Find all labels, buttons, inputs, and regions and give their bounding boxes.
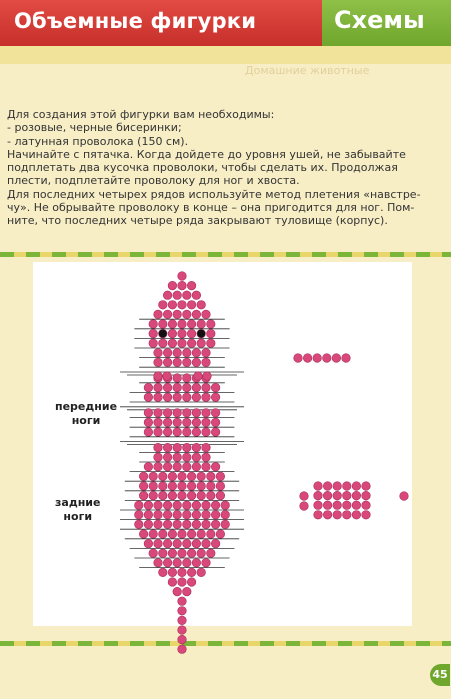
bead xyxy=(313,354,322,363)
bead xyxy=(163,358,172,367)
bead xyxy=(187,320,196,329)
bead xyxy=(144,383,153,392)
bead xyxy=(202,559,211,568)
bead xyxy=(183,383,192,392)
bead xyxy=(183,463,192,472)
bead xyxy=(168,578,177,587)
bead xyxy=(144,501,153,510)
bead xyxy=(163,372,172,381)
bead xyxy=(154,520,163,529)
bead xyxy=(163,453,172,462)
bead xyxy=(159,482,168,491)
bead xyxy=(144,428,153,437)
bead xyxy=(343,491,352,500)
bead xyxy=(178,568,187,577)
bead xyxy=(163,463,172,472)
bead xyxy=(173,443,182,452)
bead xyxy=(202,358,211,367)
bead xyxy=(202,520,211,529)
bead xyxy=(173,587,182,596)
intro-line: - розовые, черные бисеринки; xyxy=(7,121,182,135)
bead xyxy=(144,463,153,472)
intro-line: подплетать два кусочка проволоки, чтобы сделать их. Продолжая xyxy=(7,161,398,175)
bead xyxy=(173,453,182,462)
bead xyxy=(154,383,163,392)
bead xyxy=(183,358,192,367)
bead xyxy=(183,418,192,427)
bead xyxy=(202,383,211,392)
bead xyxy=(197,491,206,500)
bead xyxy=(154,409,163,418)
bead xyxy=(178,530,187,539)
bead xyxy=(159,549,168,558)
bead xyxy=(211,511,220,520)
bead xyxy=(178,549,187,558)
bead xyxy=(154,372,163,381)
bead xyxy=(168,568,177,577)
page-number: 45 xyxy=(430,664,450,686)
bead xyxy=(207,549,216,558)
bead xyxy=(173,520,182,529)
bead xyxy=(149,339,158,348)
bead xyxy=(144,409,153,418)
bead xyxy=(163,501,172,510)
bead xyxy=(343,501,352,510)
bead xyxy=(178,472,187,481)
bead xyxy=(314,501,323,510)
bead xyxy=(173,393,182,402)
bead xyxy=(202,409,211,418)
bead xyxy=(139,482,148,491)
bead xyxy=(154,453,163,462)
bead xyxy=(211,418,220,427)
bead xyxy=(192,501,201,510)
bead xyxy=(178,482,187,491)
bead xyxy=(168,549,177,558)
bead xyxy=(197,482,206,491)
bead xyxy=(352,501,361,510)
bead xyxy=(183,374,192,383)
bead xyxy=(211,409,220,418)
bead xyxy=(187,339,196,348)
bead xyxy=(163,291,172,300)
bead xyxy=(187,472,196,481)
bead xyxy=(187,549,196,558)
bead xyxy=(192,559,201,568)
bead xyxy=(183,310,192,319)
bead xyxy=(144,418,153,427)
bead xyxy=(163,520,172,529)
bead xyxy=(192,520,201,529)
bead xyxy=(187,568,196,577)
intro-line: Начинайте с пятачка. Когда дойдете до уровня ушей, не забывайте xyxy=(7,147,406,161)
bead xyxy=(202,443,211,452)
bead xyxy=(183,428,192,437)
bead xyxy=(314,511,323,520)
bead xyxy=(173,409,182,418)
bead xyxy=(192,511,201,520)
bead xyxy=(183,443,192,452)
bead xyxy=(135,501,144,510)
bead xyxy=(163,393,172,402)
bead xyxy=(159,472,168,481)
bead xyxy=(168,491,177,500)
bead xyxy=(194,372,203,381)
bead xyxy=(187,482,196,491)
bead xyxy=(314,482,323,491)
bead xyxy=(139,530,148,539)
bead xyxy=(183,501,192,510)
bead xyxy=(362,482,371,491)
bead xyxy=(202,501,211,510)
bead xyxy=(149,329,158,338)
bead xyxy=(168,530,177,539)
bead xyxy=(216,472,225,481)
bead xyxy=(352,482,361,491)
bead xyxy=(192,349,201,358)
bead xyxy=(197,530,206,539)
bead xyxy=(149,530,158,539)
bead xyxy=(159,530,168,539)
bead xyxy=(178,329,187,338)
bead xyxy=(197,339,206,348)
bead xyxy=(183,539,192,548)
bead xyxy=(207,329,216,338)
bead xyxy=(343,482,352,491)
bead xyxy=(202,418,211,427)
bead xyxy=(135,511,144,520)
bead xyxy=(149,472,158,481)
bead xyxy=(192,443,201,452)
bead xyxy=(168,301,177,310)
bead xyxy=(154,310,163,319)
intro-line: ните, что последних четыре ряда закрывают туловище (корпус). xyxy=(7,214,388,228)
bead xyxy=(202,428,211,437)
bead xyxy=(139,491,148,500)
bead xyxy=(144,511,153,520)
bead xyxy=(207,491,216,500)
bead xyxy=(192,383,201,392)
bead xyxy=(159,320,168,329)
bead xyxy=(207,530,216,539)
bead xyxy=(183,409,192,418)
bead xyxy=(173,511,182,520)
bead xyxy=(178,339,187,348)
bead xyxy=(187,530,196,539)
bead xyxy=(192,393,201,402)
section-title: Схемы xyxy=(334,6,425,34)
bead xyxy=(202,393,211,402)
bead xyxy=(221,501,230,510)
bead xyxy=(159,568,168,577)
bead xyxy=(183,349,192,358)
bead xyxy=(211,463,220,472)
bead xyxy=(154,501,163,510)
bead xyxy=(323,482,332,491)
intro-line: чу». Не обрывайте проволоку в конце – она пригодится для ног. Пом- xyxy=(7,201,415,215)
bead xyxy=(163,349,172,358)
bead xyxy=(333,511,342,520)
bead xyxy=(154,463,163,472)
bead xyxy=(173,358,182,367)
bead xyxy=(187,578,196,587)
bead xyxy=(192,418,201,427)
bead xyxy=(139,472,148,481)
bead xyxy=(192,453,201,462)
bead xyxy=(211,393,220,402)
bead xyxy=(178,320,187,329)
bead xyxy=(300,492,309,501)
bead xyxy=(173,428,182,437)
bead xyxy=(192,463,201,472)
bead xyxy=(173,539,182,548)
bead xyxy=(362,491,371,500)
bead xyxy=(207,339,216,348)
bead xyxy=(144,539,153,548)
bead xyxy=(154,349,163,358)
bead xyxy=(183,291,192,300)
bead xyxy=(342,354,351,363)
front-legs-label: передние ноги xyxy=(55,400,118,427)
bead xyxy=(168,482,177,491)
bead xyxy=(216,491,225,500)
bead xyxy=(343,511,352,520)
bead xyxy=(178,272,187,281)
bead xyxy=(192,428,201,437)
bead xyxy=(211,501,220,510)
bead xyxy=(173,349,182,358)
bead xyxy=(168,472,177,481)
ghost-heading: Домашние животные xyxy=(245,64,370,77)
bead xyxy=(187,491,196,500)
bead xyxy=(173,310,182,319)
bead xyxy=(202,310,211,319)
bead xyxy=(178,645,187,654)
bead xyxy=(352,491,361,500)
bead xyxy=(221,520,230,529)
bead xyxy=(183,393,192,402)
bead xyxy=(154,539,163,548)
eye-bead xyxy=(197,329,206,338)
bead xyxy=(333,491,342,500)
bead xyxy=(178,281,187,290)
bead xyxy=(168,320,177,329)
eye-bead xyxy=(159,329,168,338)
bead xyxy=(197,472,206,481)
bead xyxy=(203,372,212,381)
bead xyxy=(332,354,341,363)
bead xyxy=(173,383,182,392)
bead xyxy=(323,511,332,520)
bead xyxy=(178,578,187,587)
bead xyxy=(362,511,371,520)
bead xyxy=(168,281,177,290)
bead xyxy=(197,320,206,329)
bead xyxy=(178,491,187,500)
bead xyxy=(168,329,177,338)
bead xyxy=(154,511,163,520)
bead xyxy=(154,393,163,402)
bead xyxy=(303,354,312,363)
bead xyxy=(314,491,323,500)
back-legs-label: задние ноги xyxy=(55,496,101,523)
bead xyxy=(333,482,342,491)
bead xyxy=(173,463,182,472)
bead xyxy=(362,501,371,510)
bead xyxy=(173,559,182,568)
bead xyxy=(323,354,332,363)
bead xyxy=(144,393,153,402)
bead xyxy=(211,539,220,548)
bead xyxy=(163,310,172,319)
bead xyxy=(323,501,332,510)
bead xyxy=(294,354,303,363)
bead xyxy=(400,492,409,501)
bead xyxy=(202,539,211,548)
bead xyxy=(178,626,187,635)
bead xyxy=(168,339,177,348)
bead xyxy=(221,511,230,520)
bead xyxy=(154,443,163,452)
bead xyxy=(211,520,220,529)
bead xyxy=(216,530,225,539)
bead xyxy=(192,409,201,418)
bead xyxy=(187,329,196,338)
intro-line: плести, подплетайте проволоку для ног и хвоста. xyxy=(7,174,300,188)
bead xyxy=(183,520,192,529)
bead xyxy=(197,549,206,558)
bead xyxy=(149,482,158,491)
bead xyxy=(159,339,168,348)
bead xyxy=(178,301,187,310)
bead xyxy=(352,511,361,520)
bead xyxy=(197,301,206,310)
bead xyxy=(207,320,216,329)
bead xyxy=(154,418,163,427)
bead xyxy=(144,520,153,529)
bead xyxy=(192,291,201,300)
bead xyxy=(187,301,196,310)
intro-line: - латунная проволока (150 см). xyxy=(7,134,189,148)
bead xyxy=(207,482,216,491)
bead xyxy=(154,428,163,437)
intro-line: Для последних четырех рядов используйте метод плетения «навстре- xyxy=(7,187,421,201)
bead xyxy=(159,301,168,310)
page-title: Объемные фигурки xyxy=(14,9,257,33)
bead xyxy=(323,491,332,500)
bead xyxy=(149,549,158,558)
bead xyxy=(183,511,192,520)
bead xyxy=(192,358,201,367)
bead xyxy=(163,443,172,452)
bead xyxy=(192,539,201,548)
bead xyxy=(173,418,182,427)
bead xyxy=(173,291,182,300)
bead xyxy=(300,502,309,511)
bead xyxy=(333,501,342,510)
bead xyxy=(154,358,163,367)
bead xyxy=(149,491,158,500)
bead xyxy=(202,463,211,472)
bead xyxy=(207,472,216,481)
bead xyxy=(163,539,172,548)
bead xyxy=(211,428,220,437)
bead xyxy=(183,559,192,568)
bead xyxy=(178,635,187,644)
bead xyxy=(178,607,187,616)
bead xyxy=(202,349,211,358)
intro-line: Для создания этой фигурки вам необходимы: xyxy=(7,108,275,121)
bead xyxy=(202,453,211,462)
bead xyxy=(163,383,172,392)
bead xyxy=(197,568,206,577)
bead xyxy=(211,383,220,392)
bead xyxy=(187,281,196,290)
bead xyxy=(178,597,187,606)
bead xyxy=(163,559,172,568)
bead xyxy=(192,310,201,319)
bead xyxy=(163,418,172,427)
bead xyxy=(178,616,187,625)
bead xyxy=(154,559,163,568)
bead xyxy=(159,491,168,500)
bead xyxy=(173,501,182,510)
bead xyxy=(202,511,211,520)
bead xyxy=(173,374,182,383)
bead xyxy=(163,511,172,520)
bead xyxy=(149,320,158,329)
bead xyxy=(163,428,172,437)
bead xyxy=(183,453,192,462)
bead xyxy=(183,587,192,596)
bead xyxy=(216,482,225,491)
bead xyxy=(163,409,172,418)
bead xyxy=(135,520,144,529)
